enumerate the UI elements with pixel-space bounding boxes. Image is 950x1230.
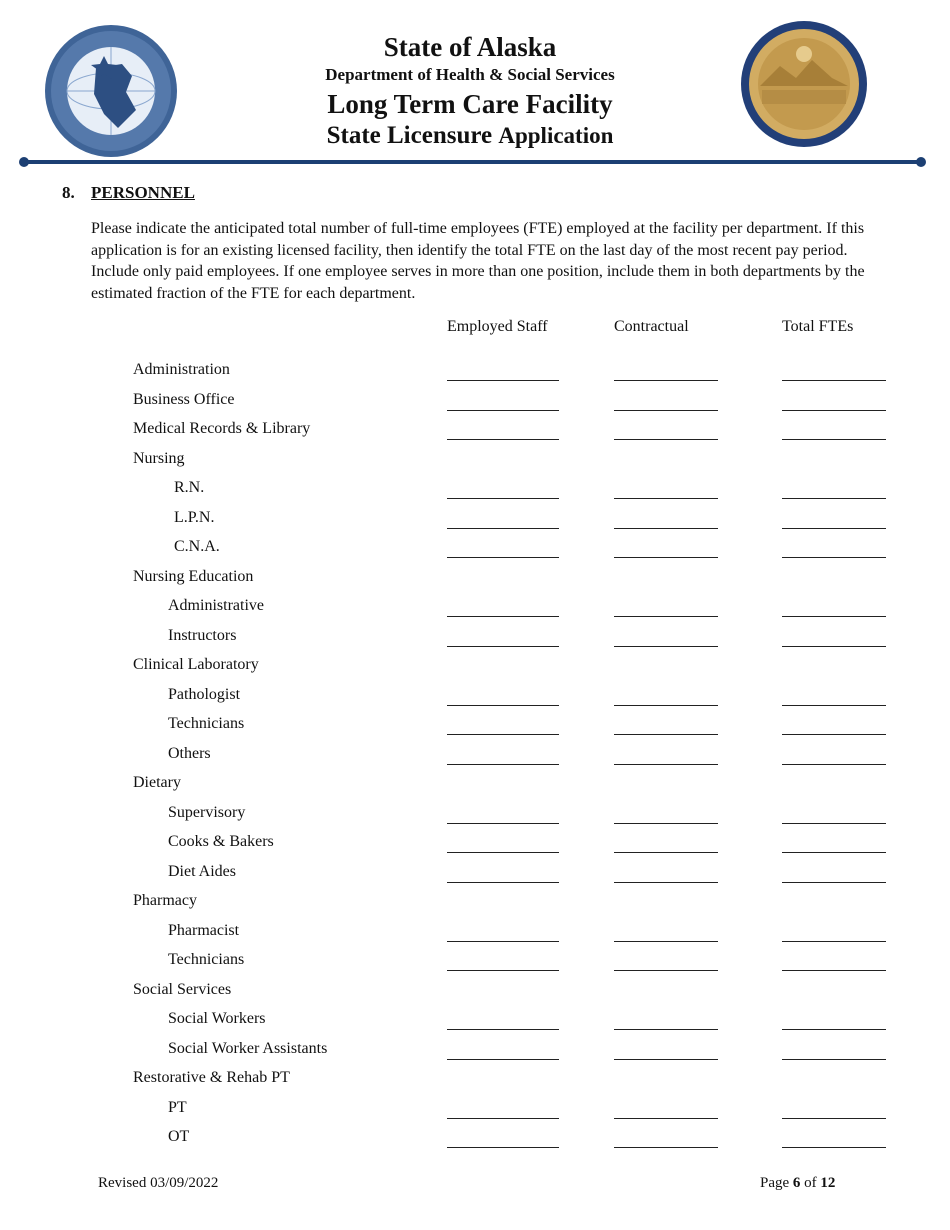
table-row	[0, 981, 950, 1005]
contractual-field[interactable]	[614, 380, 718, 381]
employed-staff-field[interactable]	[447, 380, 559, 381]
row-label: Nursing Education	[133, 568, 254, 585]
row-label: Administration	[133, 361, 230, 378]
contractual-field[interactable]	[614, 498, 718, 499]
table-row	[0, 951, 950, 975]
total-ftes-field[interactable]	[782, 646, 886, 647]
table-row	[0, 1069, 950, 1093]
employed-staff-field[interactable]	[447, 1029, 559, 1030]
employed-staff-field[interactable]	[447, 557, 559, 558]
table-row	[0, 538, 950, 562]
row-label: Instructors	[168, 627, 237, 644]
employed-staff-field[interactable]	[447, 528, 559, 529]
total-ftes-field[interactable]	[782, 734, 886, 735]
column-header-total-ftes: Total FTEs	[782, 318, 854, 335]
section-heading	[62, 183, 195, 203]
total-ftes-field[interactable]	[782, 1029, 886, 1030]
header-divider	[24, 160, 920, 164]
table-row	[0, 479, 950, 503]
row-label: Social Workers	[168, 1010, 266, 1027]
table-row	[0, 1010, 950, 1034]
table-row	[0, 627, 950, 651]
page-of: of	[804, 1175, 817, 1191]
divider-left-cap	[19, 157, 29, 167]
contractual-field[interactable]	[614, 616, 718, 617]
row-label: PT	[168, 1099, 187, 1116]
contractual-field[interactable]	[614, 1029, 718, 1030]
table-row	[0, 804, 950, 828]
table-row	[0, 1040, 950, 1064]
row-label: Medical Records & Library	[133, 420, 311, 437]
department-title: Department of Health & Social Services	[325, 65, 615, 84]
row-label: Dietary	[133, 774, 181, 791]
state-seal-icon	[740, 20, 868, 148]
table-row	[0, 833, 950, 857]
table-row	[0, 597, 950, 621]
row-label: Diet Aides	[168, 863, 236, 880]
row-label: Technicians	[168, 951, 245, 968]
employed-staff-field[interactable]	[447, 498, 559, 499]
row-label: Pathologist	[168, 686, 241, 703]
application-word: Application	[498, 123, 614, 148]
table-row	[0, 774, 950, 798]
total-ftes-field[interactable]	[782, 528, 886, 529]
row-label: Pharmacy	[133, 892, 197, 909]
table-row	[0, 1099, 950, 1123]
column-header-contractual: Contractual	[614, 318, 689, 335]
employed-staff-field[interactable]	[447, 734, 559, 735]
total-ftes-field[interactable]	[782, 498, 886, 499]
employed-staff-field[interactable]	[447, 646, 559, 647]
table-row	[0, 568, 950, 592]
total-ftes-field[interactable]	[782, 764, 886, 765]
employed-staff-field[interactable]	[447, 941, 559, 942]
total-ftes-field[interactable]	[782, 1059, 886, 1060]
application-title	[240, 120, 700, 152]
row-label: Clinical Laboratory	[133, 656, 259, 673]
page-prefix: Page	[760, 1175, 790, 1191]
contractual-field[interactable]	[614, 410, 718, 411]
contractual-field[interactable]	[614, 1147, 718, 1148]
employed-staff-field[interactable]	[447, 1118, 559, 1119]
contractual-field[interactable]	[614, 882, 718, 883]
total-ftes-field[interactable]	[782, 705, 886, 706]
section-instructions: Please indicate the anticipated total number of full-time employees (FTE) employed at the facility per department. If this application is for an existing licensed facility, then identify the total FTE on the last day of the most recent pay period. Include only paid employees. If one employee serves in more than one position, include them in both departments by the estimated fraction of the FTE for each department.	[91, 220, 865, 302]
contractual-field[interactable]	[614, 528, 718, 529]
total-ftes-field[interactable]	[782, 852, 886, 853]
contractual-field[interactable]	[614, 823, 718, 824]
row-label: Business Office	[133, 391, 235, 408]
employed-staff-field[interactable]	[447, 1147, 559, 1148]
table-row	[0, 509, 950, 533]
employed-staff-field[interactable]	[447, 764, 559, 765]
table-row	[0, 656, 950, 680]
row-label: Social Services	[133, 981, 232, 998]
row-label: Nursing	[133, 450, 185, 467]
contractual-field[interactable]	[614, 734, 718, 735]
page-total: 12	[820, 1175, 836, 1191]
employed-staff-field[interactable]	[447, 882, 559, 883]
revision-date: Revised 03/09/2022	[98, 1175, 219, 1191]
table-row	[0, 715, 950, 739]
contractual-field[interactable]	[614, 970, 718, 971]
contractual-field[interactable]	[614, 705, 718, 706]
total-ftes-field[interactable]	[782, 1118, 886, 1119]
employed-staff-field[interactable]	[447, 1059, 559, 1060]
row-label: Cooks & Bakers	[168, 833, 274, 850]
state-title: State of Alaska	[383, 32, 557, 62]
table-row	[0, 745, 950, 769]
row-label: C.N.A.	[174, 538, 220, 555]
table-row	[0, 1128, 950, 1152]
row-label: Pharmacist	[168, 922, 240, 939]
total-ftes-field[interactable]	[782, 941, 886, 942]
section-number: 8.	[62, 183, 75, 202]
column-header-employed-staff: Employed Staff	[447, 318, 548, 335]
row-label: L.P.N.	[174, 509, 215, 526]
page-header	[0, 0, 950, 170]
contractual-field[interactable]	[614, 1118, 718, 1119]
contractual-field[interactable]	[614, 557, 718, 558]
employed-staff-field[interactable]	[447, 705, 559, 706]
row-label: Technicians	[168, 715, 245, 732]
table-row	[0, 892, 950, 916]
total-ftes-field[interactable]	[782, 1147, 886, 1148]
total-ftes-field[interactable]	[782, 616, 886, 617]
employed-staff-field[interactable]	[447, 823, 559, 824]
contractual-field[interactable]	[614, 852, 718, 853]
section-title: PERSONNEL	[91, 183, 195, 202]
employed-staff-field[interactable]	[447, 970, 559, 971]
table-row	[0, 686, 950, 710]
page-number	[760, 1175, 835, 1192]
row-label: Administrative	[168, 597, 264, 614]
table-row	[0, 863, 950, 887]
department-seal-icon	[44, 24, 178, 158]
total-ftes-field[interactable]	[782, 439, 886, 440]
row-label: Social Worker Assistants	[168, 1040, 328, 1057]
contractual-field[interactable]	[614, 646, 718, 647]
title-block	[240, 32, 700, 152]
row-label: OT	[168, 1128, 190, 1145]
total-ftes-field[interactable]	[782, 380, 886, 381]
employed-staff-field[interactable]	[447, 410, 559, 411]
total-ftes-field[interactable]	[782, 823, 886, 824]
table-row	[0, 450, 950, 474]
contractual-field[interactable]	[614, 764, 718, 765]
table-row	[0, 391, 950, 415]
table-row	[0, 922, 950, 946]
divider-right-cap	[916, 157, 926, 167]
row-label: Supervisory	[168, 804, 246, 821]
row-label: Others	[168, 745, 211, 762]
row-label: R.N.	[174, 479, 205, 496]
employed-staff-field[interactable]	[447, 439, 559, 440]
total-ftes-field[interactable]	[782, 970, 886, 971]
table-row	[0, 361, 950, 385]
facility-title: Long Term Care Facility	[327, 89, 613, 119]
page-current: 6	[792, 1175, 801, 1191]
employed-staff-field[interactable]	[447, 852, 559, 853]
row-label: Restorative & Rehab PT	[133, 1069, 290, 1086]
total-ftes-field[interactable]	[782, 557, 886, 558]
total-ftes-field[interactable]	[782, 410, 886, 411]
total-ftes-field[interactable]	[782, 882, 886, 883]
licensure-text: State Licensure	[326, 122, 493, 149]
employed-staff-field[interactable]	[447, 616, 559, 617]
contractual-field[interactable]	[614, 439, 718, 440]
table-row	[0, 420, 950, 444]
contractual-field[interactable]	[614, 941, 718, 942]
contractual-field[interactable]	[614, 1059, 718, 1060]
